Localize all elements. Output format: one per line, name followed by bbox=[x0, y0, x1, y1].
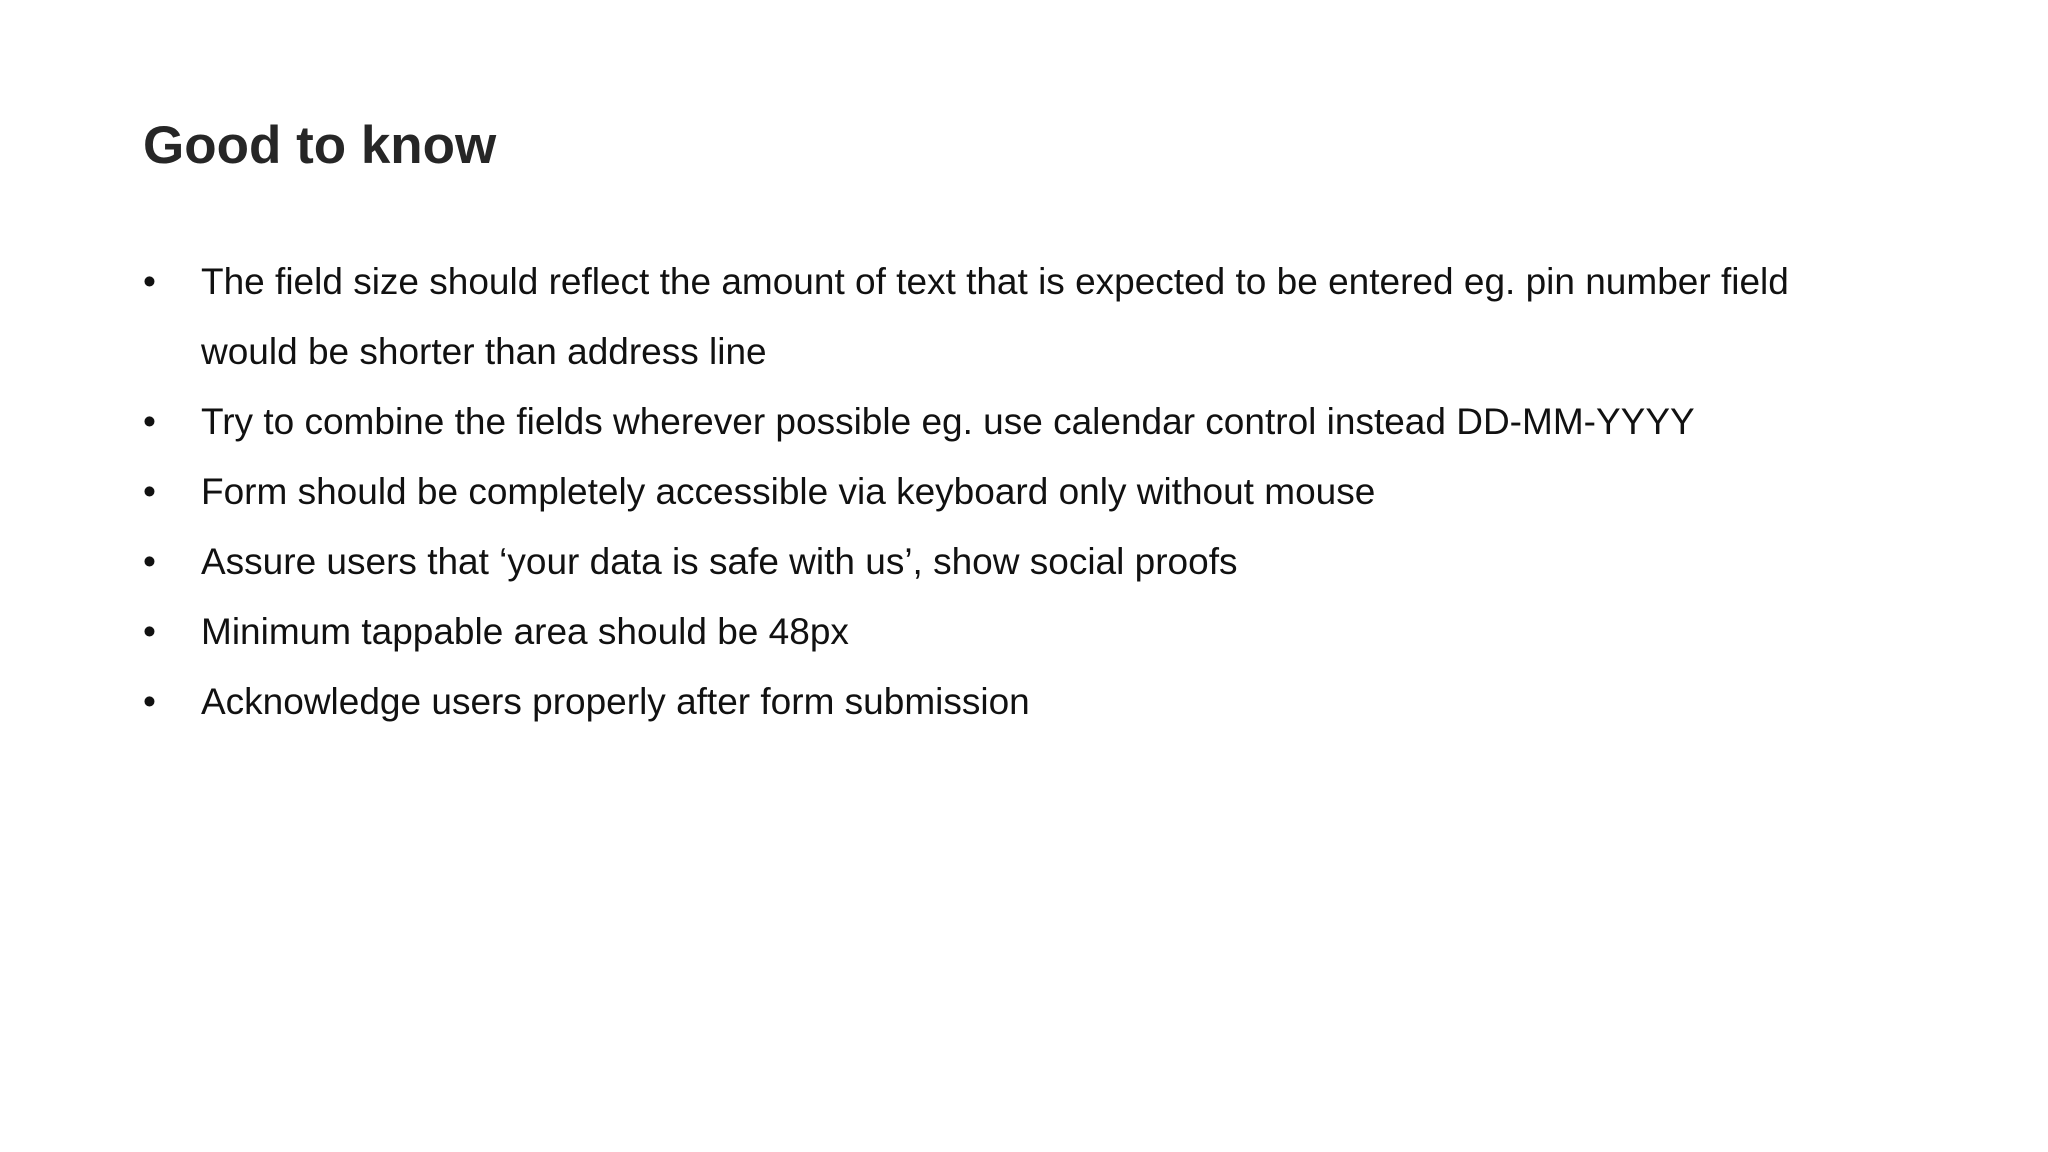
list-item bbox=[143, 597, 1863, 667]
list-item bbox=[143, 667, 1863, 737]
bullet-text: Minimum tappable area should be 48px bbox=[201, 611, 849, 652]
list-item bbox=[143, 527, 1863, 597]
bullet-list bbox=[143, 247, 1863, 737]
list-item bbox=[143, 457, 1863, 527]
bullet-text: Assure users that ‘your data is safe with us’, show social proofs bbox=[201, 541, 1238, 582]
bullet-text: The field size should reflect the amount of text that is expected to be entered eg. pin number field would be shorter than address line bbox=[201, 261, 1789, 372]
list-item bbox=[143, 247, 1863, 387]
bullet-icon: • bbox=[143, 611, 156, 652]
bullet-icon: • bbox=[143, 541, 156, 582]
bullet-icon: • bbox=[143, 401, 156, 442]
bullet-icon: • bbox=[143, 681, 156, 722]
bullet-text: Acknowledge users properly after form submission bbox=[201, 681, 1030, 722]
bullet-text: Form should be completely accessible via keyboard only without mouse bbox=[201, 471, 1376, 512]
slide-title: Good to know bbox=[143, 116, 497, 175]
list-item bbox=[143, 387, 1863, 457]
bullet-icon: • bbox=[143, 261, 156, 302]
bullet-text: Try to combine the fields wherever possible eg. use calendar control instead DD-MM-YYYY bbox=[201, 401, 1695, 442]
bullet-icon: • bbox=[143, 471, 156, 512]
